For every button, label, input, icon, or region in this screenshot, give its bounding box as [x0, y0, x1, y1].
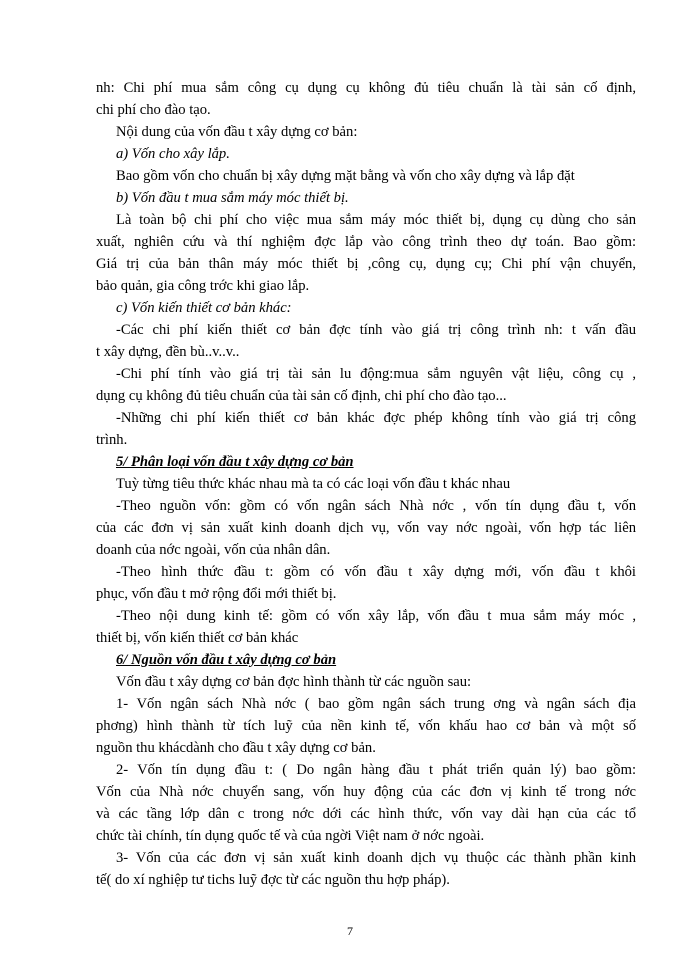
- text-line: chức tài chính, tín dụng quốc tế và của ngời Việt nam ở nớc ngoài.: [96, 828, 485, 844]
- text-line: Giá trị của bản thân máy móc thiết bị ,công cụ, dụng cụ; Chi phí vận chuyển,: [96, 256, 636, 272]
- text-line: phục, vốn đầu t mở rộng đổi mới thiết bị.: [96, 586, 337, 602]
- text-line: nguồn thu khácdành cho đầu t xây dựng cơ bản.: [96, 740, 376, 756]
- text-line: của các đơn vị sản xuất kinh doanh dịch vụ, vốn vay nớc ngoài, vốn hợp tác liên: [96, 520, 636, 536]
- text-line: thiết bị, vốn kiến thiết cơ bản khác: [96, 630, 299, 646]
- text-line: Vốn đầu t xây dựng cơ bản đợc hình thành từ các nguồn sau:: [116, 674, 472, 690]
- text-line: doanh của nớc ngoài, vốn của nhân dân.: [96, 542, 331, 558]
- text-line: 3- Vốn của các đơn vị sản xuất kinh doanh dịch vụ thuộc các thành phần kinh: [116, 850, 636, 866]
- text-line: dụng cụ không đủ tiêu chuẩn của tài sản cố định, chi phí cho đào tạo...: [96, 388, 507, 404]
- text-line: -Các chi phí kiến thiết cơ bản đợc tính vào giá trị công trình nh: t vấn đầu: [116, 322, 636, 338]
- text-line: trình.: [96, 432, 128, 448]
- text-line: Bao gồm vốn cho chuẩn bị xây dựng mặt bằng và vốn cho xây dựng và lắp đặt: [116, 168, 575, 184]
- text-line: tế( do xí nghiệp tư tichs luỹ đợc từ các nguồn thu hợp pháp).: [96, 872, 450, 888]
- subheading-b: b) Vốn đầu t mua sắm máy móc thiết bị.: [116, 190, 349, 206]
- text-line: -Theo nội dung kinh tế: gồm có vốn xây lắp, vốn đầu t mua sắm máy móc ,: [116, 608, 636, 624]
- text-line: t xây dựng, đền bù..v..v..: [96, 344, 240, 360]
- section-heading-6: 6/ Nguồn vốn đầu t xây dựng cơ bản: [116, 652, 337, 668]
- text-line: xuất, nghiên cứu và thí nghiệm đợc lắp vào công trình theo dự toán. Bao gồm:: [96, 234, 636, 250]
- text-line: -Theo nguồn vốn: gồm có vốn ngân sách Nhà nớc , vốn tín dụng đầu t, vốn: [116, 498, 636, 514]
- text-line: -Chi phí tính vào giá trị tài sản lu động:mua sắm nguyên vật liệu, công cụ ,: [116, 366, 636, 382]
- text-line: -Những chi phí kiến thiết cơ bản khác đợc phép không tính vào giá trị công: [116, 410, 636, 426]
- section-heading-5: 5/ Phân loại vốn đầu t xây dựng cơ bản: [116, 454, 354, 470]
- text-line: 1- Vốn ngân sách Nhà nớc ( bao gồm ngân sách trung ơng và ngân sách địa: [116, 696, 636, 712]
- text-line: Tuỳ từng tiêu thức khác nhau mà ta có các loại vốn đầu t khác nhau: [116, 476, 511, 492]
- text-line: -Theo hình thức đầu t: gồm có vốn đầu t xây dựng mới, vốn đầu t khôi: [116, 564, 636, 580]
- text-line: và các tầng lớp dân c trong nớc dới các hình thức, vốn vay dài hạn của các tổ: [96, 806, 636, 822]
- text-line: bảo quản, gia công trớc khi giao lắp.: [96, 278, 310, 294]
- text-line: nh: Chi phí mua sắm công cụ dụng cụ không đủ tiêu chuẩn là tài sản cố định,: [96, 80, 636, 96]
- text-line: Là toàn bộ chi phí cho việc mua sắm máy móc thiết bị, dụng cụ dùng cho sản: [116, 212, 636, 228]
- text-line: Vốn của Nhà nớc chuyển sang, vốn huy động của các đơn vị kinh tế trong nớc: [96, 784, 636, 800]
- text-line: phơng) hình thành từ tích luỹ của nền kinh tế, vốn khấu hao cơ bản và một số: [96, 718, 636, 734]
- text-line: chi phí cho đào tạo.: [96, 102, 211, 118]
- subheading-c: c) Vốn kiến thiết cơ bản khác:: [116, 300, 292, 316]
- text-line: Nội dung của vốn đầu t xây dựng cơ bản:: [116, 124, 358, 140]
- page-number: 7: [347, 924, 353, 938]
- subheading-a: a) Vốn cho xây lắp.: [116, 146, 230, 162]
- text-line: 2- Vốn tín dụng đầu t: ( Do ngân hàng đầu t phát triển quản lý) bao gồm:: [116, 762, 636, 778]
